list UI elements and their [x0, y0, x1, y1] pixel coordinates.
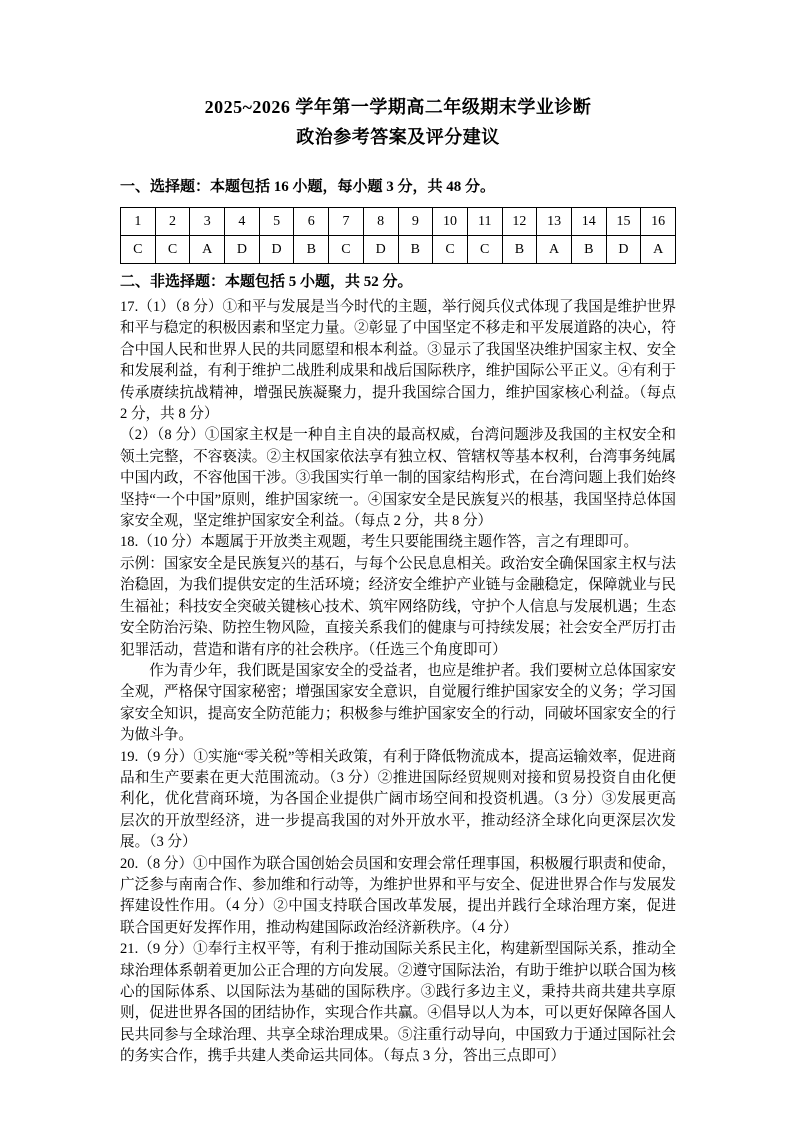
answer-letter-cell: A	[190, 236, 225, 264]
doc-title: 2025~2026 学年第一学期高二年级期末学业诊断	[204, 97, 592, 117]
answer-letter-cell: C	[433, 236, 468, 264]
answers-body	[120, 297, 676, 1068]
answer-letter-cell: B	[502, 236, 537, 264]
answer-letter-cell: C	[467, 236, 502, 264]
section1-heading: 一、选择题：本题包括 16 小题，每小题 3 分，共 48 分。	[120, 179, 496, 195]
answer-paragraph-18-intro: 18.（10 分）本题属于开放类主观题，考生只要能围绕主题作答，言之有理即可。	[120, 534, 639, 551]
question-number-cell: 13	[537, 208, 572, 236]
question-number-cell: 11	[467, 208, 502, 236]
answer-paragraph-20: 20.（8 分）①中国作为联合国创始会员国和安理会常任理事国，积极履行职责和使命，广泛参与南南合作、参加维和行动等，为维护世界和平与安全、促进世界合作与发展发挥建设性作用。（4 分）②中国支持联合国改革发展，提出并践行全球治理方案，促进联合国更好发挥作用，推动构建国际政治经济新秩序。（4 分）	[120, 855, 676, 936]
answer-paragraph-18-example: 示例：国家安全是民族复兴的基石，与每个公民息息相关。政治安全确保国家主权与法治稳固，为我们提供安定的生活环境；经济安全维护产业链与金融稳定，保障就业与民生福祉；科技安全突破关键核心技术、筑牢网络防线，守护个人信息与发展机遇；生态安全防治污染、防控生物风险，直接关系我们的健康与可持续发展；社会安全严厉打击犯罪活动，营造和谐有序的社会秩序。（任选三个角度即可）	[120, 555, 676, 658]
answer-paragraph-17-2: （2）（8 分）①国家主权是一种自主自决的最高权威，台湾问题涉及我国的主权安全和领土完整，不容亵渎。②主权国家依法享有独立权、管辖权等基本权利，台湾事务纯属中国内政，不容他国干涉。③我国实行单一制的国家结构形式，在台湾问题上我们始终坚持“一个中国”原则，维护国家统一。④国家安全是民族复兴的根基，我国坚持总体国家安全观，坚定维护国家安全利益。（每点 2 分，共 8 分）	[120, 427, 676, 530]
question-number-cell: 7	[329, 208, 364, 236]
answer-paragraph-17-1: 17.（1）（8 分）①和平与发展是当今时代的主题，举行阅兵仪式体现了我国是维护世界和平与稳定的积极因素和坚定力量。②彰显了中国坚定不移走和平发展道路的决心，符合中国人民和世界人民的共同愿望和根本利益。③显示了我国坚决维护国家主权、安全和发展利益，有利于维护二战胜利成果和战后国际秩序，维护国际公平正义。④有利于传承赓续抗战精神，增强民族凝聚力，提升我国综合国力，维护国家核心利益。（每点 2 分，共 8 分）	[120, 299, 676, 423]
doc-subtitle: 政治参考答案及评分建议	[296, 127, 500, 147]
question-number-cell: 12	[502, 208, 537, 236]
answer-letter-cell: C	[121, 236, 156, 264]
question-number-cell: 2	[155, 208, 190, 236]
answer-letter-cell: C	[155, 236, 190, 264]
answer-letter-cell: C	[329, 236, 364, 264]
question-number-cell: 1	[121, 208, 156, 236]
question-number-cell: 4	[225, 208, 260, 236]
question-number-cell: 5	[259, 208, 294, 236]
question-number-cell: 10	[433, 208, 468, 236]
question-number-cell: 16	[641, 208, 676, 236]
answer-letter-cell: B	[294, 236, 329, 264]
question-number-cell: 15	[606, 208, 641, 236]
answer-letter-cell: D	[225, 236, 260, 264]
question-number-cell: 9	[398, 208, 433, 236]
section2-heading: 二、非选择题：本题包括 5 小题，共 52 分。	[120, 274, 413, 290]
answer-table	[120, 207, 676, 264]
answer-paragraph-21: 21.（9 分）①奉行主权平等，有利于推动国际关系民主化，构建新型国际关系，推动全球治理体系朝着更加公正合理的方向发展。②遵守国际法治，有助于维护以联合国为核心的国际体系、以国际法为基础的国际秩序。③践行多边主义，秉持共商共建共享原则，促进世界各国的团结协作，实现合作共赢。④倡导以人为本，可以更好保障各国人民共同参与全球治理、共享全球治理成果。⑤注重行动导向，中国致力于通过国际社会的务实合作，携手共建人类命运共同体。（每点 3 分，答出三点即可）	[120, 941, 676, 1065]
answer-letter-cell: A	[537, 236, 572, 264]
answer-letter-cell: D	[363, 236, 398, 264]
answer-letter-cell: B	[571, 236, 606, 264]
question-number-cell: 3	[190, 208, 225, 236]
answer-letter-cell: D	[606, 236, 641, 264]
question-number-cell: 8	[363, 208, 398, 236]
answer-paragraph-18-youth: 作为青少年，我们既是国家安全的受益者，也应是维护者。我们要树立总体国家安全观，严格保守国家秘密；增强国家安全意识，自觉履行维护国家安全的义务；学习国家安全知识，提高安全防范能力；积极参与维护国家安全的行动，同破坏国家安全的行为做斗争。	[120, 662, 676, 744]
answer-paragraph-19: 19.（9 分）①实施“零关税”等相关政策，有利于降低物流成本，提高运输效率，促进商品和生产要素在更大范围流动。（3 分）②推进国际经贸规则对接和贸易投资自由化便利化，优化营商环境，为各国企业提供广阔市场空间和投资机遇。（3 分）③发展更高层次的开放型经济，进一步提高我国的对外开放水平，推动经济全球化向更深层次发展。（3 分）	[120, 748, 676, 851]
answer-letter-cell: A	[641, 236, 676, 264]
answer-table-answer-row	[121, 236, 676, 264]
question-number-cell: 6	[294, 208, 329, 236]
answer-table-number-row	[121, 208, 676, 236]
question-number-cell: 14	[571, 208, 606, 236]
answer-letter-cell: B	[398, 236, 433, 264]
answer-letter-cell: D	[259, 236, 294, 264]
